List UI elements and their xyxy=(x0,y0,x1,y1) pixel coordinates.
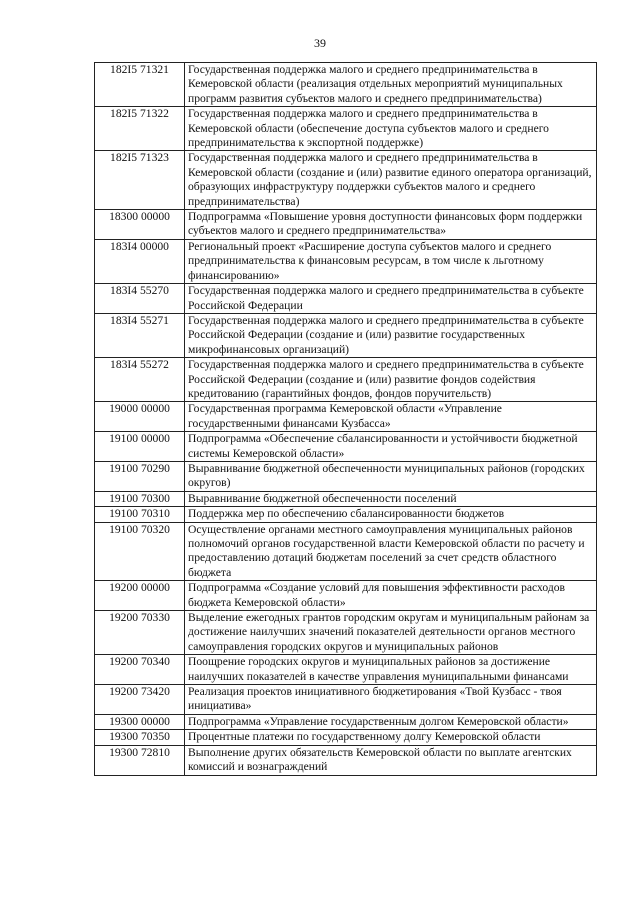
table-row xyxy=(95,358,597,402)
code-cell: 18300 00000 xyxy=(95,210,185,240)
code-cell: 19300 00000 xyxy=(95,714,185,729)
code-cell: 19200 70340 xyxy=(95,655,185,685)
code-cell: 183I4 55272 xyxy=(95,358,185,402)
name-cell: Подпрограмма «Создание условий для повышения эффективности расходов бюджета Кемеровской области» xyxy=(185,581,597,611)
table-row xyxy=(95,611,597,655)
name-cell: Выполнение других обязательств Кемеровской области по выплате агентских комиссий и вознаграждений xyxy=(185,745,597,775)
table-row xyxy=(95,685,597,715)
name-cell: Подпрограмма «Управление государственным долгом Кемеровской области» xyxy=(185,714,597,729)
code-cell: 19100 70300 xyxy=(95,491,185,506)
name-cell: Поощрение городских округов и муниципальных районов за достижение наилучших показателей в качестве управления муниципальными финансами xyxy=(185,655,597,685)
code-cell: 182I5 71322 xyxy=(95,107,185,151)
name-cell: Государственная поддержка малого и среднего предпринимательства в Кемеровской области (создание и (или) развитие единого оператора организаций, образующих инфраструктуру поддержки субъектов малого и среднего предпринимательства) xyxy=(185,151,597,210)
code-cell: 19200 70330 xyxy=(95,611,185,655)
name-cell: Осуществление органами местного самоуправления муниципальных районов полномочий органов государственной власти Кемеровской области по расчету и предоставлению дотаций бюджетам поселений за счет средств областного бюджета xyxy=(185,522,597,581)
name-cell: Выравнивание бюджетной обеспеченности муниципальных районов (городских округов) xyxy=(185,461,597,491)
code-cell: 182I5 71323 xyxy=(95,151,185,210)
name-cell: Процентные платежи по государственному долгу Кемеровской области xyxy=(185,730,597,745)
table-row xyxy=(95,284,597,314)
name-cell: Поддержка мер по обеспечению сбалансированности бюджетов xyxy=(185,507,597,522)
table-row xyxy=(95,402,597,432)
table-row xyxy=(95,730,597,745)
name-cell: Государственная программа Кемеровской области «Управление государственными финансами Кузбасса» xyxy=(185,402,597,432)
name-cell: Реализация проектов инициативного бюджетирования «Твой Кузбасс - твоя инициатива» xyxy=(185,685,597,715)
code-cell: 19200 00000 xyxy=(95,581,185,611)
name-cell: Государственная поддержка малого и среднего предпринимательства в субъекте Российской Федерации (создание и (или) развитие государственных микрофинансовых организаций) xyxy=(185,313,597,357)
code-cell: 183I4 55271 xyxy=(95,313,185,357)
code-cell: 19200 73420 xyxy=(95,685,185,715)
code-cell: 183I4 00000 xyxy=(95,239,185,283)
code-cell: 19300 70350 xyxy=(95,730,185,745)
name-cell: Выравнивание бюджетной обеспеченности поселений xyxy=(185,491,597,506)
name-cell: Государственная поддержка малого и среднего предпринимательства в Кемеровской области (обеспечение доступа субъектов малого и среднего предпринимательства к экспортной поддержке) xyxy=(185,107,597,151)
table-row xyxy=(95,745,597,775)
name-cell: Государственная поддержка малого и среднего предпринимательства в субъекте Российской Федерации (создание и (или) развитие фондов содействия кредитованию (гарантийных фондов, фондов поручительств) xyxy=(185,358,597,402)
name-cell: Государственная поддержка малого и среднего предпринимательства в субъекте Российской Федерации xyxy=(185,284,597,314)
table-row xyxy=(95,151,597,210)
table-row xyxy=(95,491,597,506)
name-cell: Государственная поддержка малого и среднего предпринимательства в Кемеровской области (реализация отдельных мероприятий муниципальных программ развития субъектов малого и среднего предпринимательства) xyxy=(185,63,597,107)
budget-code-table xyxy=(94,62,597,776)
table-row xyxy=(95,210,597,240)
name-cell: Подпрограмма «Повышение уровня доступности финансовых форм поддержки субъектов малого и среднего предпринимательства» xyxy=(185,210,597,240)
table-row xyxy=(95,522,597,581)
table-row xyxy=(95,432,597,462)
code-cell: 19100 00000 xyxy=(95,432,185,462)
table-row xyxy=(95,461,597,491)
name-cell: Подпрограмма «Обеспечение сбалансированности и устойчивости бюджетной системы Кемеровской области» xyxy=(185,432,597,462)
table-row xyxy=(95,239,597,283)
code-cell: 19000 00000 xyxy=(95,402,185,432)
code-cell: 19100 70320 xyxy=(95,522,185,581)
table-row xyxy=(95,507,597,522)
table-row xyxy=(95,655,597,685)
page-number: 39 xyxy=(314,36,326,50)
table-row xyxy=(95,107,597,151)
name-cell: Региональный проект «Расширение доступа субъектов малого и среднего предпринимательства к финансовым ресурсам, в том числе к льготному финансированию» xyxy=(185,239,597,283)
table-row xyxy=(95,313,597,357)
table-row xyxy=(95,714,597,729)
code-cell: 19100 70310 xyxy=(95,507,185,522)
table-row xyxy=(95,581,597,611)
table-row xyxy=(95,63,597,107)
code-cell: 19300 72810 xyxy=(95,745,185,775)
name-cell: Выделение ежегодных грантов городским округам и муниципальным районам за достижение наилучших значений показателей деятельности органов местного самоуправления городских округов и муниципальных районов xyxy=(185,611,597,655)
code-cell: 19100 70290 xyxy=(95,461,185,491)
code-cell: 182I5 71321 xyxy=(95,63,185,107)
code-cell: 183I4 55270 xyxy=(95,284,185,314)
